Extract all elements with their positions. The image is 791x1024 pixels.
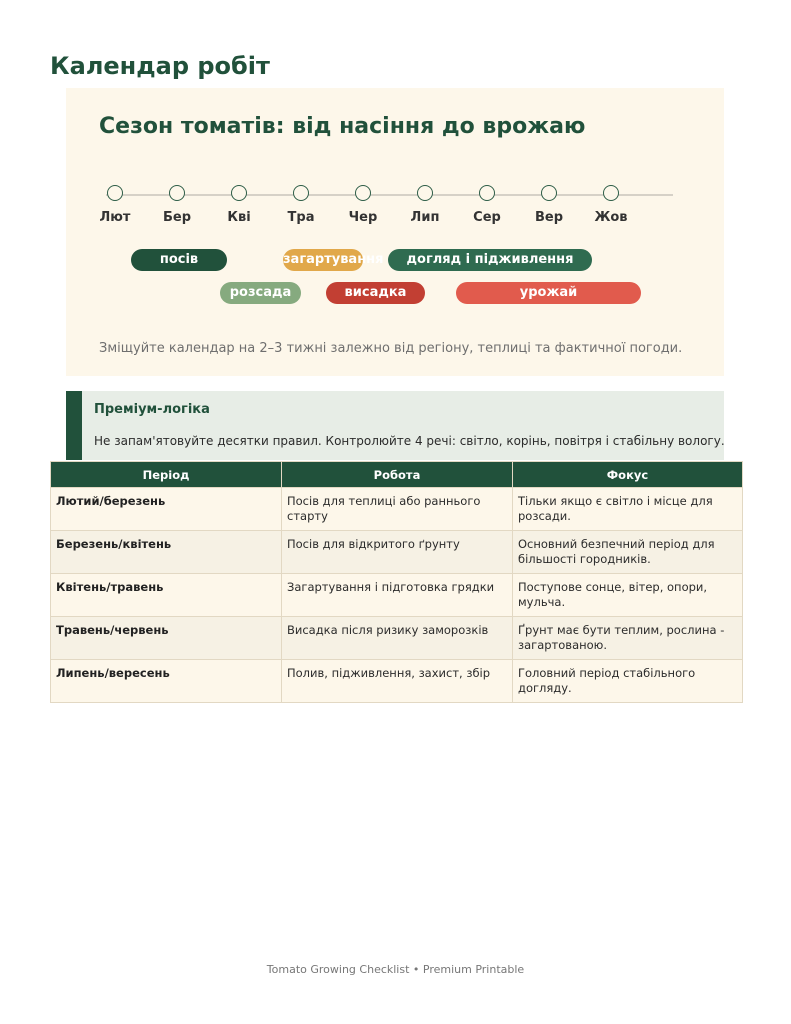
season-title: Сезон томатів: від насіння до врожаю <box>99 114 586 139</box>
phase-hardening: загартування <box>283 249 363 271</box>
phase-sowing: посів <box>131 249 227 271</box>
table-row <box>51 488 743 531</box>
table-row <box>51 574 743 617</box>
month-label: Лип <box>410 210 440 225</box>
month-marker-apr <box>209 185 269 225</box>
month-circle-icon <box>169 185 185 201</box>
premium-accent-bar <box>66 391 82 460</box>
column-header-work: Робота <box>282 462 513 488</box>
table-row <box>51 617 743 660</box>
month-circle-icon <box>231 185 247 201</box>
focus-cell: Тільки якщо є світло і місце для розсади. <box>513 488 743 531</box>
month-circle-icon <box>479 185 495 201</box>
table-header-row <box>51 462 743 488</box>
column-header-focus: Фокус <box>513 462 743 488</box>
phase-transplanting: висадка <box>326 282 425 304</box>
focus-cell: Поступове сонце, вітер, опори, мульча. <box>513 574 743 617</box>
page-footer: Tomato Growing Checklist • Premium Printable <box>266 963 525 976</box>
premium-title: Преміум-логіка <box>94 402 210 417</box>
month-marker-sep <box>519 185 579 225</box>
month-label: Вер <box>534 210 564 225</box>
month-circle-icon <box>603 185 619 201</box>
premium-text: Не запам'ятовуйте десятки правил. Контролюйте 4 речі: світло, корінь, повітря і стабільну вологу. <box>94 434 725 448</box>
period-cell: Березень/квітень <box>51 531 282 574</box>
focus-cell: Головний період стабільного догляду. <box>513 660 743 703</box>
work-cell: Висадка після ризику заморозків <box>282 617 513 660</box>
period-cell: Лютий/березень <box>51 488 282 531</box>
month-circle-icon <box>107 185 123 201</box>
month-label: Чер <box>348 210 378 225</box>
table-row <box>51 531 743 574</box>
period-cell: Квітень/травень <box>51 574 282 617</box>
month-marker-jul <box>395 185 455 225</box>
month-label: Сер <box>473 210 501 225</box>
month-marker-oct <box>581 185 641 225</box>
phase-harvest: урожай <box>456 282 641 304</box>
work-schedule-table <box>50 461 743 703</box>
month-marker-mar <box>147 185 207 225</box>
month-marker-may <box>271 185 331 225</box>
focus-cell: Основний безпечний період для більшості городників. <box>513 531 743 574</box>
month-marker-aug <box>457 185 517 225</box>
month-circle-icon <box>541 185 557 201</box>
season-calendar-card <box>66 88 724 376</box>
month-label: Кві <box>227 210 251 225</box>
work-cell: Посів для теплиці або раннього старту <box>282 488 513 531</box>
focus-cell: Ґрунт має бути теплим, рослина - загартованою. <box>513 617 743 660</box>
work-cell: Полив, підживлення, захист, збір <box>282 660 513 703</box>
work-cell: Загартування і підготовка грядки <box>282 574 513 617</box>
month-label: Бер <box>162 210 192 225</box>
phase-care-feeding: догляд і підживлення <box>388 249 592 271</box>
month-label: Тра <box>287 210 315 225</box>
month-circle-icon <box>293 185 309 201</box>
table-row <box>51 660 743 703</box>
phase-seedlings: розсада <box>220 282 301 304</box>
period-cell: Травень/червень <box>51 617 282 660</box>
season-note: Зміщуйте календар на 2–3 тижні залежно від регіону, теплиці та фактичної погоди. <box>99 341 683 356</box>
column-header-period: Період <box>51 462 282 488</box>
month-circle-icon <box>355 185 371 201</box>
month-label: Жов <box>594 210 628 225</box>
period-cell: Липень/вересень <box>51 660 282 703</box>
work-cell: Посів для відкритого ґрунту <box>282 531 513 574</box>
month-marker-feb <box>85 185 145 225</box>
month-marker-jun <box>333 185 393 225</box>
page-title: Календар робіт <box>50 52 270 80</box>
month-circle-icon <box>417 185 433 201</box>
month-label: Лют <box>99 210 131 225</box>
premium-tip-box <box>66 391 724 460</box>
